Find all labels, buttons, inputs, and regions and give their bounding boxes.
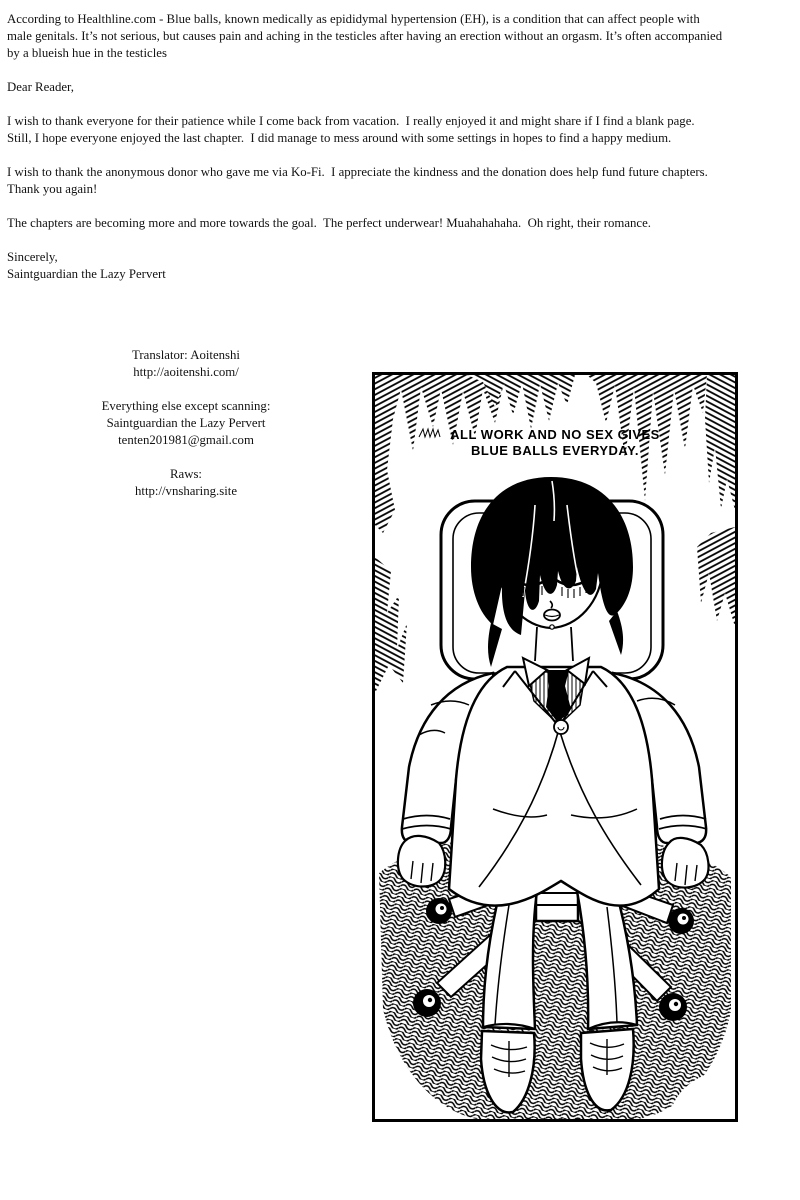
spacer xyxy=(7,62,794,79)
chair-caster-wheel xyxy=(659,993,687,1021)
chair-caster-wheel xyxy=(413,989,441,1017)
speech-text xyxy=(375,427,735,459)
spacer xyxy=(7,232,794,249)
letter-signoff: Sincerely, xyxy=(7,250,58,264)
spacer xyxy=(0,381,372,398)
speech-line: ALL WORK AND NO SEX GIVES xyxy=(450,427,660,442)
credit-line: tenten201981@gmail.com xyxy=(118,433,254,447)
letter-line: According to Healthline.com - Blue balls, known medically as epididymal hypertension (EH), is a condition that can affect people with xyxy=(7,12,700,26)
credits-block xyxy=(0,347,372,500)
letter-line: I wish to thank everyone for their patience while I come back from vacation. I really enjoyed it and might share if I find a blank page. xyxy=(7,114,695,128)
chair-caster-wheel xyxy=(668,908,694,934)
letter-line: Thank you again! xyxy=(7,182,98,196)
translator-note xyxy=(7,11,794,283)
manga-panel xyxy=(372,372,738,1122)
letter-line: Still, I hope everyone enjoyed the last chapter. I did manage to mess around with some settings in hopes to find a happy medium. xyxy=(7,131,672,145)
credit-line: http://aoitenshi.com/ xyxy=(133,365,239,379)
credit-line: Translator: Aoitenshi xyxy=(132,348,240,362)
letter-line: male genitals. It’s not serious, but causes pain and aching in the testicles after having an erection without an orgasm. It’s often accompanied xyxy=(7,29,723,43)
manga-artwork-illustration xyxy=(375,375,735,1119)
spacer xyxy=(7,147,794,164)
spacer xyxy=(7,96,794,113)
credit-line: http://vnsharing.site xyxy=(134,484,237,498)
chair-caster-wheel xyxy=(426,898,452,924)
spacer xyxy=(7,198,794,215)
speech-line: BLUE BALLS EVERYDAY. xyxy=(471,443,639,458)
letter-line: I wish to thank the anonymous donor who gave me via Ko-Fi. I appreciate the kindness and the donation does help fund future chapters. xyxy=(7,165,708,179)
letter-signature: Saintguardian the Lazy Pervert xyxy=(7,267,166,281)
spacer xyxy=(0,449,372,466)
credit-line: Everything else except scanning: xyxy=(101,399,271,413)
letter-greeting: Dear Reader, xyxy=(7,80,74,94)
letter-line: The chapters are becoming more and more towards the goal. The perfect underwear! Muahahahaha. Oh right, their romance. xyxy=(7,216,651,230)
letter-line: by a blueish hue in the testicles xyxy=(7,46,167,60)
credit-line: Saintguardian the Lazy Pervert xyxy=(106,416,266,430)
credit-line: Raws: xyxy=(170,467,202,481)
